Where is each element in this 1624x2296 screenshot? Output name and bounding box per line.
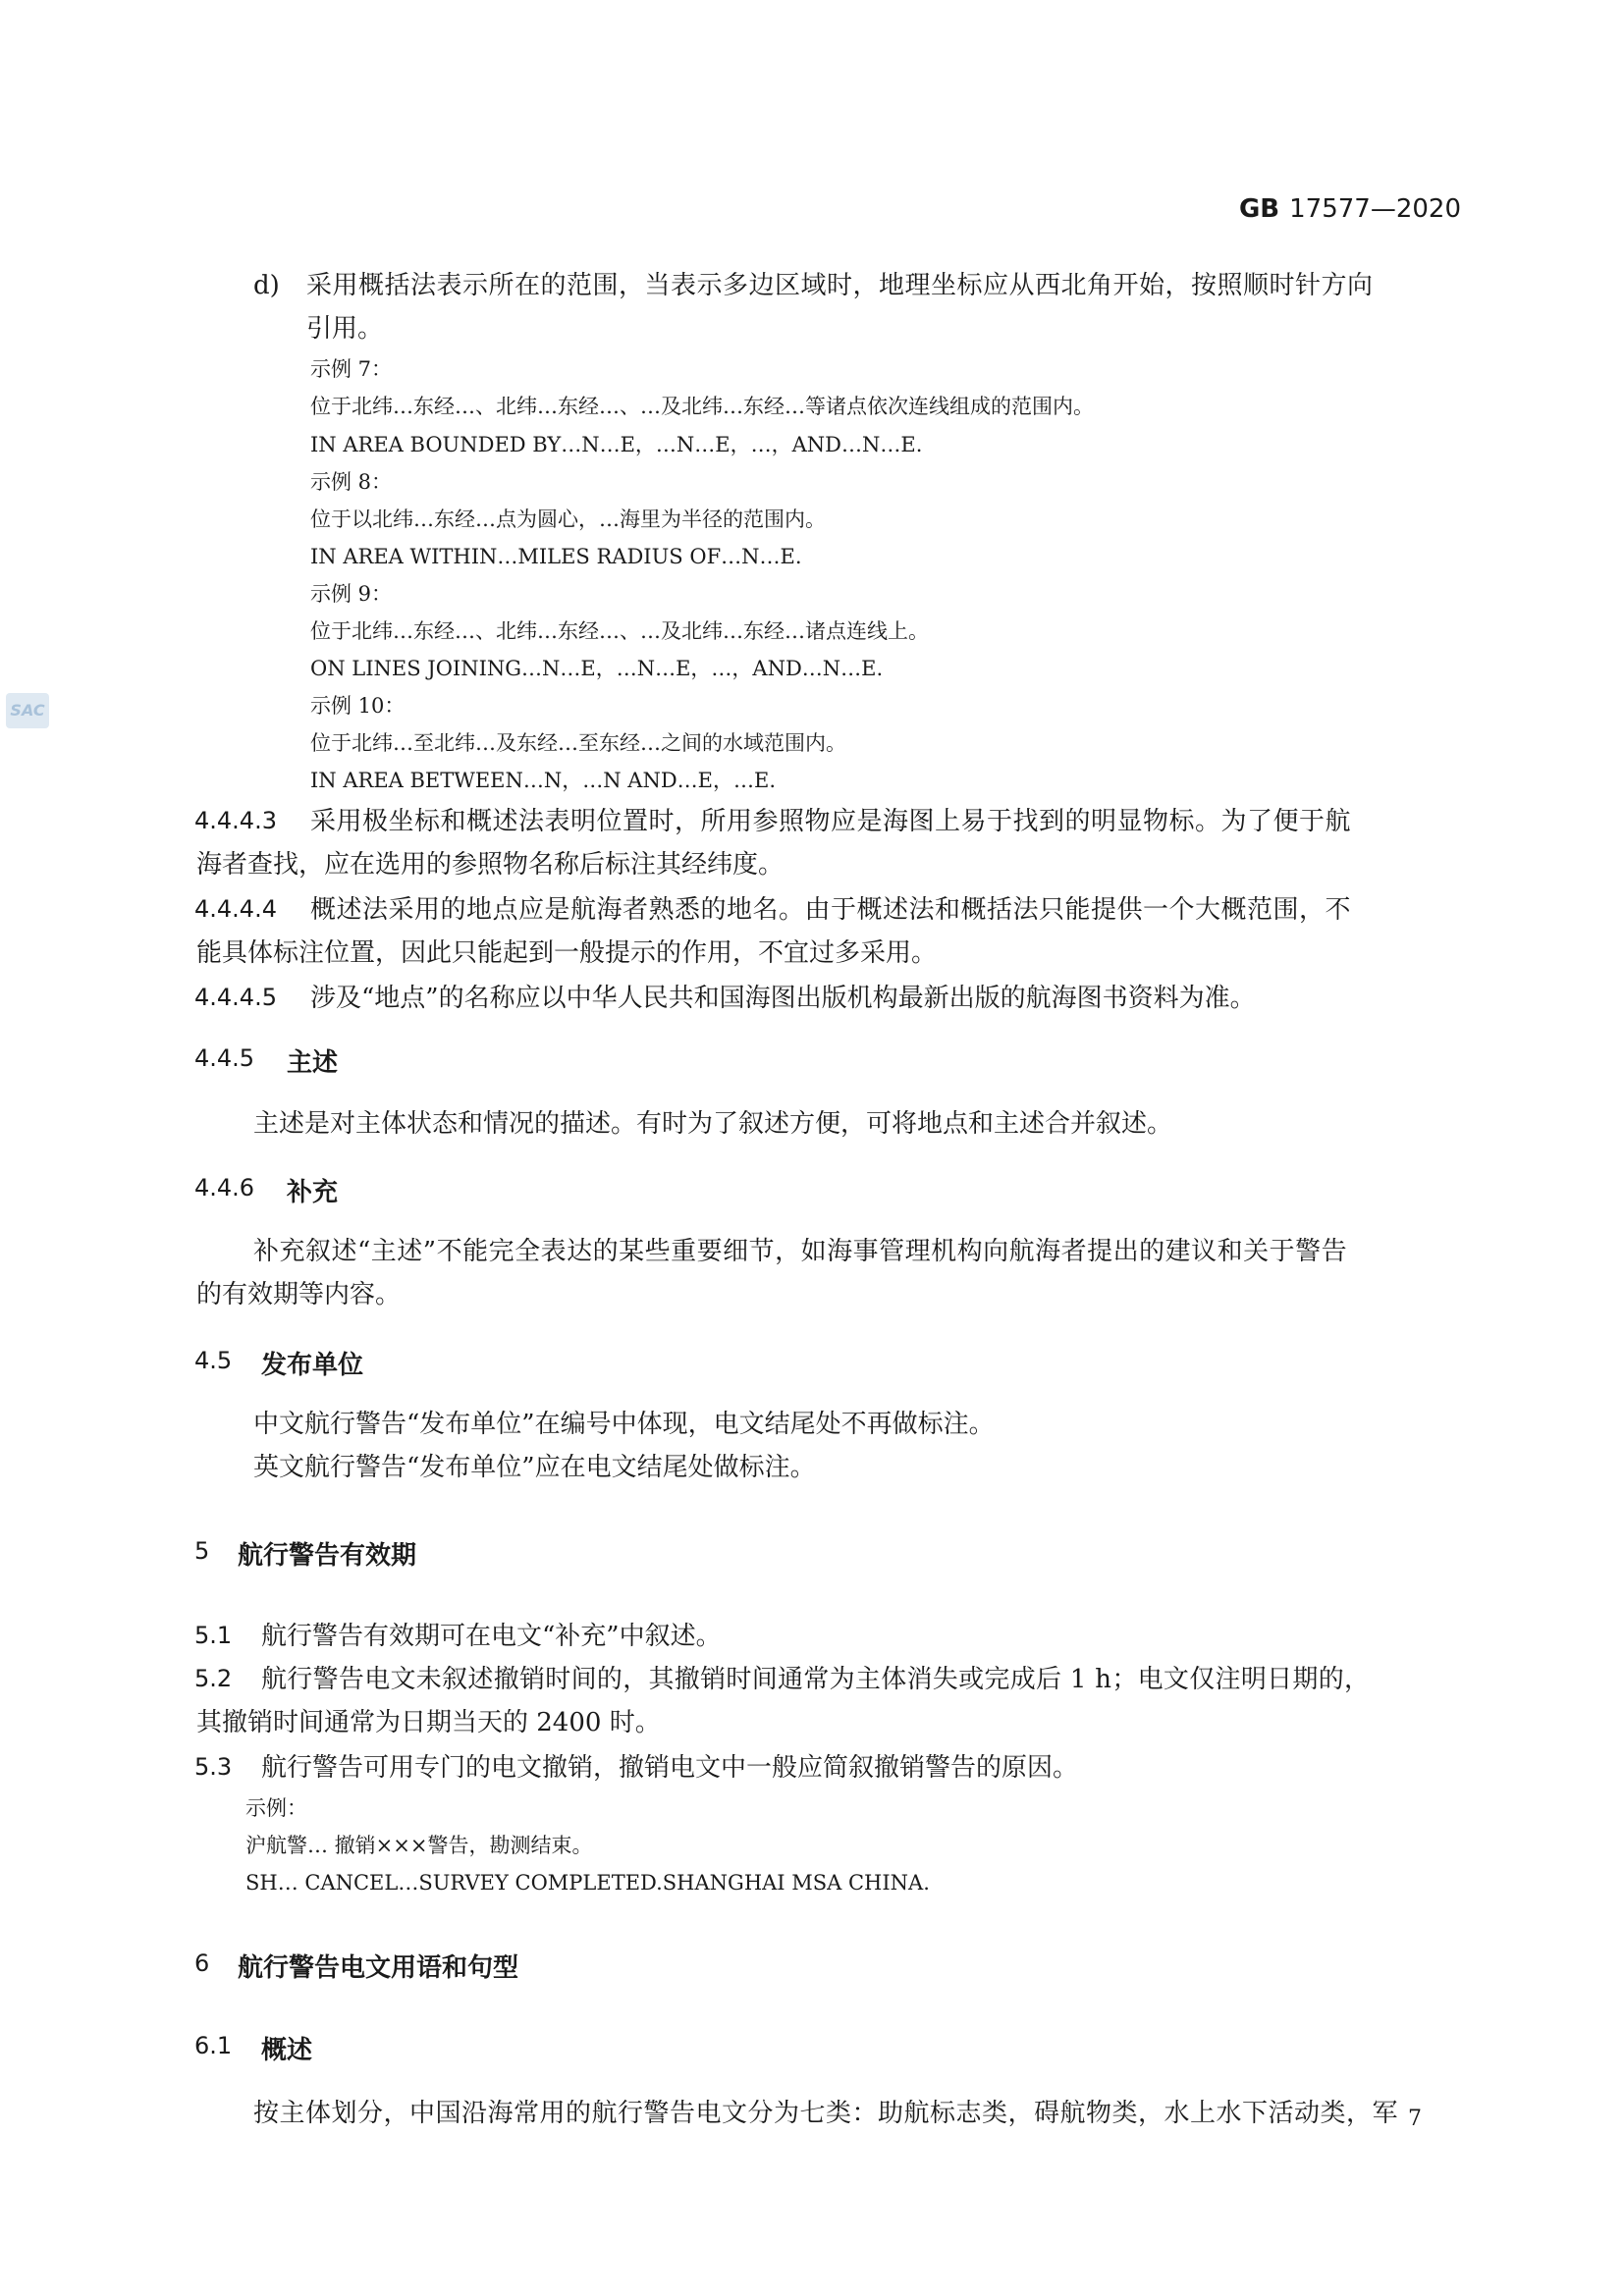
- section-445-para: 主述是对主体状态和情况的描述。有时为了叙述方便，可将地点和主述合并叙述。: [253, 1109, 1173, 1139]
- clause-number: 5.3: [194, 1753, 233, 1781]
- example-53-title: 示例：: [245, 1796, 307, 1820]
- example-10-title: 示例 10：: [310, 694, 406, 718]
- section-61-para: 按主体划分，中国沿海常用的航行警告电文分为七类：助航标志类，碍航物类，水上水下活动类，军: [253, 2099, 1399, 2128]
- example-7-cn: 位于北纬…东经…、北纬…东经…、…及北纬…东经…等诸点依次连线组成的范围内。: [310, 395, 1094, 418]
- chapter-number: 6: [194, 1949, 210, 1977]
- example-10-cn: 位于北纬…至北纬…及东经…至东经…之间的水域范围内。: [310, 731, 846, 755]
- standard-header: [1239, 194, 1461, 224]
- section-number: 4.5: [194, 1347, 233, 1374]
- standard-code: GB: [1238, 194, 1280, 224]
- item-d-line1: 采用概括法表示所在的范围，当表示多边区域时，地理坐标应从西北角开始，按照顺时针方向: [306, 271, 1374, 300]
- section-title: 补充: [287, 1178, 339, 1207]
- section-title: 概述: [261, 2036, 313, 2065]
- chapter-title: 航行警告有效期: [238, 1541, 417, 1571]
- item-d-line2: 引用。: [306, 314, 384, 344]
- section-45-line2: 英文航行警告“发布单位”应在电文结尾处做标注。: [253, 1453, 816, 1482]
- example-7-en: IN AREA BOUNDED BY…N…E，…N…E，…，AND…N…E.: [310, 433, 923, 456]
- clause-4445-line1: 涉及“地点”的名称应以中华人民共和国海图出版机构最新出版的航海图书资料为准。: [310, 984, 1256, 1013]
- sac-watermark: SAC: [6, 693, 49, 728]
- example-10-en: IN AREA BETWEEN…N，…N AND…E，…E.: [310, 769, 777, 792]
- standard-number: 17577—2020: [1289, 194, 1461, 224]
- page-number: 7: [1408, 2107, 1422, 2131]
- section-title: 主述: [287, 1048, 339, 1078]
- clause-51-text: 航行警告有效期可在电文“补充”中叙述。: [261, 1622, 722, 1651]
- section-number: 4.4.6: [194, 1174, 255, 1201]
- example-7-title: 示例 7：: [310, 357, 393, 381]
- clause-number: 4.4.4.3: [194, 807, 277, 834]
- section-title: 发布单位: [261, 1351, 364, 1380]
- clause-number: 4.4.4.5: [194, 984, 277, 1011]
- clause-52-line2: 其撤销时间通常为日期当天的 2400 时。: [196, 1708, 661, 1737]
- clause-4443-line2: 海者查找，应在选用的参照物名称后标注其经纬度。: [196, 850, 785, 880]
- section-number: 4.4.5: [194, 1044, 255, 1072]
- clause-53-text: 航行警告可用专门的电文撤销，撤销电文中一般应简叙撤销警告的原因。: [261, 1753, 1079, 1783]
- example-8-en: IN AREA WITHIN…MILES RADIUS OF…N…E.: [310, 545, 802, 568]
- clause-number: 5.1: [194, 1622, 233, 1649]
- clause-4444-line2: 能具体标注位置，因此只能起到一般提示的作用，不宜过多采用。: [196, 938, 938, 968]
- section-446-line2: 的有效期等内容。: [196, 1280, 402, 1309]
- clause-4443-line1: 采用极坐标和概述法表明位置时，所用参照物应是海图上易于找到的明显物标。为了便于航: [310, 807, 1352, 836]
- example-8-title: 示例 8：: [310, 470, 393, 494]
- section-446-line1: 补充叙述“主述”不能完全表达的某些重要细节，如海事管理机构向航海者提出的建议和关于警告: [253, 1237, 1348, 1266]
- chapter-number: 5: [194, 1537, 210, 1565]
- item-d-label: d): [253, 271, 280, 300]
- example-9-cn: 位于北纬…东经…、北纬…东经…、…及北纬…东经…诸点连线上。: [310, 619, 929, 643]
- section-45-line1: 中文航行警告“发布单位”在编号中体现，电文结尾处不再做标注。: [253, 1410, 995, 1439]
- example-8-cn: 位于以北纬…东经…点为圆心，…海里为半径的范围内。: [310, 507, 826, 531]
- example-9-title: 示例 9：: [310, 582, 393, 606]
- chapter-title: 航行警告电文用语和句型: [238, 1953, 519, 1983]
- clause-52-line1: 航行警告电文未叙述撤销时间的，其撤销时间通常为主体消失或完成后 1 h；电文仅注明日期的，: [261, 1665, 1371, 1694]
- section-number: 6.1: [194, 2032, 233, 2059]
- example-53-cn: 沪航警… 撤销×××警告，勘测结束。: [245, 1834, 593, 1857]
- example-9-en: ON LINES JOINING…N…E，…N…E，…，AND…N…E.: [310, 657, 884, 680]
- clause-4444-line1: 概述法采用的地点应是航海者熟悉的地名。由于概述法和概括法只能提供一个大概范围，不: [310, 895, 1352, 925]
- example-53-en: SH… CANCEL…SURVEY COMPLETED.SHANGHAI MSA CHINA.: [245, 1871, 930, 1895]
- clause-number: 5.2: [194, 1665, 233, 1692]
- clause-number: 4.4.4.4: [194, 895, 277, 923]
